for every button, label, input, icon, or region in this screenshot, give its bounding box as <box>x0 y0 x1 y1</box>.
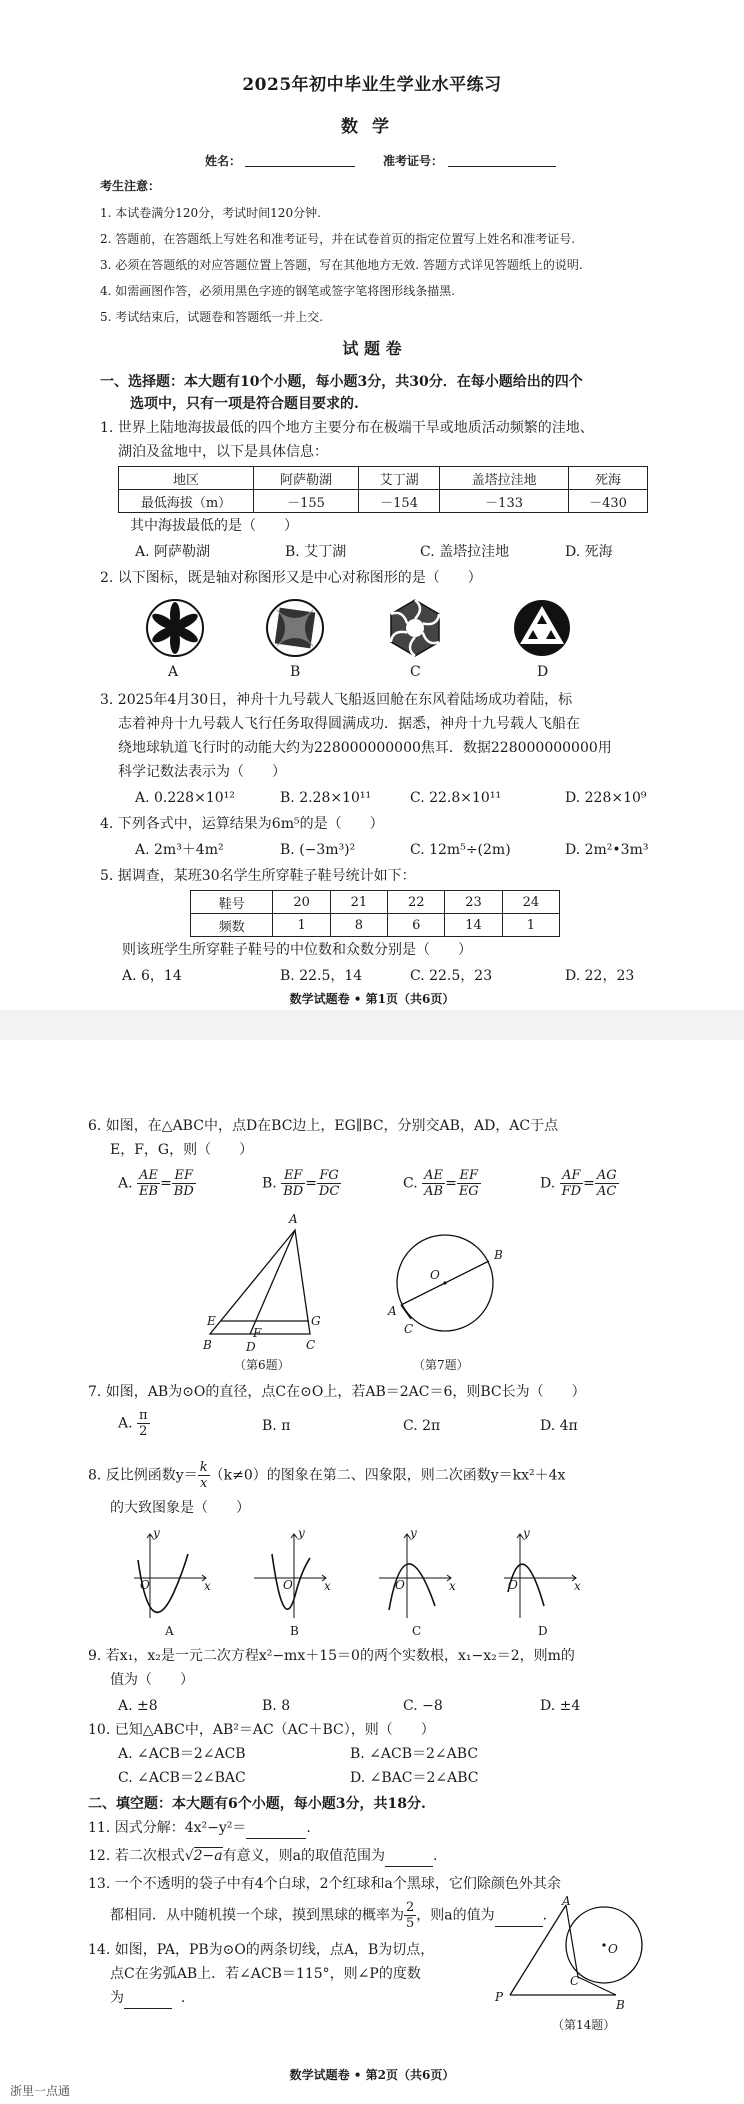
q6-option-c <box>403 1168 481 1199</box>
q7-option-b: B. π <box>262 1418 291 1434</box>
q5-option-d: D. 22，23 <box>565 968 635 984</box>
q8-axis-x: x <box>574 1579 581 1593</box>
fraction <box>172 1168 196 1199</box>
q1-option-b: B. 艾丁湖 <box>285 544 347 560</box>
q6-label-e: E <box>207 1314 216 1328</box>
q7-fig-caption: （第7题） <box>413 1358 469 1372</box>
q9-option-d: D. ±4 <box>540 1698 581 1714</box>
table-cell: 艾丁湖 <box>359 467 440 490</box>
section1-heading-cont: 选项中，只有一项是符合题目要求的. <box>130 396 359 412</box>
q6-option-a <box>118 1168 196 1199</box>
q2-label-b: B <box>290 664 301 680</box>
notice-title: 考生注意： <box>100 179 161 193</box>
q8-axis-o: O <box>508 1578 518 1592</box>
q8-graph-b <box>250 1530 330 1620</box>
q1-ask: 其中海拔最低的是（ ） <box>130 518 298 534</box>
q2-label-a: A <box>168 664 179 680</box>
q6-label-c: C <box>306 1338 316 1352</box>
q9-option-b: B. 8 <box>262 1698 291 1714</box>
q14-text: 为 <box>110 1990 124 2006</box>
table-cell: 1 <box>273 914 330 937</box>
q5-option-c: C. 22.5，23 <box>410 968 493 984</box>
subject-title: 数学 <box>341 117 403 137</box>
q14-stem-cont: 点C在劣弧AB上．若∠ACB＝115°，则∠P的度数 <box>110 1966 421 1982</box>
q6-label-d: D <box>246 1340 256 1354</box>
table-cell: 20 <box>273 891 330 914</box>
table-cell: 频数 <box>191 914 273 937</box>
q8-label-d: D <box>538 1624 548 1638</box>
q1-stem: 1. 世界上陆地海拔最低的四个地方主要分布在极端干旱或地质活动频繁的洼地、 <box>100 420 594 436</box>
option-label: C. <box>403 1175 418 1192</box>
q7-option-d: D. 4π <box>540 1418 578 1434</box>
q13-stem-cont: 都相同．从中随机摸一个球，摸到黑球的概率为 $\frac{2}{5}$ ，则a的值为 . <box>110 1900 548 1931</box>
q7-option-a <box>118 1408 150 1439</box>
fraction <box>422 1168 445 1199</box>
q5-table <box>190 890 560 937</box>
numerator: AE <box>137 1168 160 1184</box>
notice-item: 3. 必须在答题纸的对应答题位置上答题，写在其他地方无效. 答题方式详见答题纸上的说明. <box>100 258 583 272</box>
denominator: FD <box>561 1184 582 1199</box>
q7-label-c: C <box>404 1322 414 1336</box>
q9-option-c: C. −8 <box>403 1698 443 1714</box>
answer-blank <box>124 1988 172 2009</box>
q8-graph-c <box>375 1530 455 1620</box>
name-blank <box>245 166 355 167</box>
table-cell: 最低海拔（m） <box>119 490 254 513</box>
denominator: AC <box>597 1184 617 1199</box>
q9-stem: 9. 若x₁，x₂是一元二次方程x²−mx＋15＝0的两个实数根，x₁−x₂＝2，则m的 <box>88 1648 575 1664</box>
option-label: B. <box>262 1175 277 1192</box>
table-cell: 死海 <box>569 467 648 490</box>
q8-label-b: B <box>290 1624 299 1638</box>
table-cell: 盖塔拉洼地 <box>440 467 569 490</box>
numerator: FG <box>317 1168 341 1184</box>
q7-figure <box>385 1225 505 1345</box>
q9-option-a: A. ±8 <box>118 1698 158 1714</box>
fraction <box>595 1168 619 1199</box>
fraction <box>560 1168 583 1199</box>
equals-sign: = <box>160 1175 172 1192</box>
notice-item: 1. 本试卷满分120分，考试时间120分钟. <box>100 206 321 220</box>
q2-stem: 2. 以下图标，既是轴对称图形又是中心对称图形的是（ ） <box>100 570 482 586</box>
numerator: AF <box>560 1168 583 1184</box>
sqrt-sign: √ <box>184 1848 194 1864</box>
q12-text: 12. 若二次根式 <box>88 1848 185 1864</box>
numerator: k <box>199 1460 208 1475</box>
denominator: BD <box>173 1184 194 1199</box>
denominator: DC <box>318 1184 340 1199</box>
denominator: EG <box>458 1184 479 1199</box>
page-footer: 数学试题卷 • 第1页（共6页） <box>289 992 455 1006</box>
q5-stem: 5. 据调查，某班30名学生所穿鞋子鞋号统计如下： <box>100 868 416 884</box>
q6-label-a: A <box>289 1212 298 1226</box>
table-row <box>119 467 648 490</box>
q7-option-c: C. 2π <box>403 1418 441 1434</box>
q2-icon-a <box>145 598 205 658</box>
q1-option-c: C. 盖塔拉洼地 <box>420 544 510 560</box>
notice-item: 4. 如需画图作答，必须用黑色字迹的钢笔或签字笔将图形线条描黑. <box>100 284 456 298</box>
q3-option-c: C. 22.8×10¹¹ <box>410 790 502 806</box>
exam-title: 2025年初中毕业生学业水平练习 <box>242 75 502 95</box>
q1-table <box>118 466 648 513</box>
q5-ask: 则该班学生所穿鞋子鞋号的中位数和众数分别是（ ） <box>122 942 472 958</box>
q2-label-d: D <box>537 664 549 680</box>
denominator: x <box>199 1476 208 1491</box>
q7-stem: 7. 如图，AB为⊙O的直径，点C在⊙O上，若AB＝2AC＝6，则BC长为（ ） <box>88 1384 586 1400</box>
q8-axis-x: x <box>204 1579 211 1593</box>
table-cell: 22 <box>388 891 445 914</box>
numerator: EF <box>172 1168 196 1184</box>
numerator: EF <box>281 1168 305 1184</box>
q6-label-g: G <box>311 1314 321 1328</box>
table-cell: 6 <box>388 914 445 937</box>
q8-axis-x: x <box>449 1579 456 1593</box>
watermark: 浙里一点通 <box>10 2084 71 2098</box>
radicand: 2−a <box>193 1848 223 1864</box>
q8-axis-y: y <box>153 1526 160 1540</box>
q7-label-o: O <box>430 1268 440 1282</box>
q8-axis-o: O <box>140 1578 150 1592</box>
q3-stem-cont: 志着神舟十九号载人飞行任务取得圆满成功．据悉，神舟十九号载人飞船在 <box>118 716 580 732</box>
exam-page-1 <box>0 0 744 1010</box>
q8-axis-y: y <box>410 1526 417 1540</box>
q10-option-c: C. ∠ACB＝2∠BAC <box>118 1770 246 1786</box>
q1-option-d: D. 死海 <box>565 544 613 560</box>
table-row <box>191 891 560 914</box>
q8-label-a: A <box>165 1624 174 1638</box>
q2-icon-c <box>385 598 445 658</box>
q14-label-c: C <box>570 1974 580 1988</box>
q6-option-b <box>262 1168 341 1199</box>
table-cell: 1 <box>502 914 559 937</box>
q3-option-a: A. 0.228×10¹² <box>135 790 235 806</box>
numerator: AE <box>422 1168 445 1184</box>
q1-stem-cont: 湖泊及盆地中，以下是具体信息： <box>118 444 328 460</box>
name-label: 姓名： <box>205 154 242 168</box>
q8-axis-y: y <box>523 1526 530 1540</box>
paper-title: 试 题 卷 <box>342 339 402 358</box>
q2-icon-d <box>512 598 572 658</box>
fraction <box>137 1408 150 1439</box>
q5-option-a: A. 6，14 <box>122 968 182 984</box>
q14-label-a: A <box>562 1894 571 1908</box>
numerator: 2 <box>406 1900 415 1915</box>
q10-option-b: B. ∠ACB＝2∠ABC <box>350 1746 479 1762</box>
q3-stem-cont: 绕地球轨道飞行时的动能大约为228000000000焦耳．数据228000000000用 <box>118 740 612 756</box>
q6-stem-cont: E，F，G，则（ ） <box>110 1142 254 1158</box>
table-cell: 21 <box>330 891 387 914</box>
q8-label-c: C <box>412 1624 422 1638</box>
denominator: EB <box>139 1184 159 1199</box>
fraction <box>137 1168 160 1199</box>
fraction <box>317 1168 341 1199</box>
q2-icon-b <box>265 598 325 658</box>
q8-axis-x: x <box>324 1579 331 1593</box>
q3-stem-cont: 科学记数法表示为（ ） <box>118 764 286 780</box>
denominator: 5 <box>406 1916 415 1931</box>
q4-option-d: D. 2m²•3m³ <box>565 842 649 858</box>
option-label: A. <box>118 1175 133 1192</box>
q8-stem-cont: 的大致图象是（ ） <box>110 1500 250 1516</box>
q3-stem: 3. 2025年4月30日，神舟十九号载人飞船返回舱在东风着陆场成功着陆，标 <box>100 692 573 708</box>
table-cell: 14 <box>445 914 502 937</box>
table-cell: 地区 <box>119 467 254 490</box>
table-row <box>119 490 648 513</box>
notice-item: 5. 考试结束后，试题卷和答题纸一并上交. <box>100 310 324 324</box>
fraction <box>198 1460 210 1491</box>
id-blank <box>448 166 556 167</box>
denominator: BD <box>283 1184 304 1199</box>
q7-label-b: B <box>494 1248 503 1262</box>
q13-text: 都相同．从中随机摸一个球，摸到黑球的概率为 <box>110 1907 404 1924</box>
q10-option-d: D. ∠BAC＝2∠ABC <box>350 1770 479 1786</box>
q1-option-a: A. 阿萨勒湖 <box>135 544 211 560</box>
q3-option-d: D. 228×10⁹ <box>565 790 647 806</box>
section1-heading: 一、选择题：本大题有10个小题，每小题3分，共30分．在每小题给出的四个 <box>100 374 583 390</box>
q12-stem: 12. 若二次根式√2−a有意义，则a的取值范围为 . <box>88 1846 437 1867</box>
q6-fig-caption: （第6题） <box>234 1358 290 1372</box>
denominator: 2 <box>139 1424 148 1439</box>
q11-text: 11. 因式分解：4x²−y²＝ <box>88 1820 247 1836</box>
q6-label-b: B <box>203 1338 212 1352</box>
answer-blank <box>246 1818 306 1839</box>
q5-option-b: B. 22.5，14 <box>280 968 363 984</box>
q3-option-b: B. 2.28×10¹¹ <box>280 790 372 806</box>
table-cell: －133 <box>440 490 569 513</box>
q10-stem: 10. 已知△ABC中，AB²＝AC（AC＋BC），则（ ） <box>88 1722 435 1738</box>
q14-label-b: B <box>616 1998 625 2012</box>
table-cell: －155 <box>254 490 359 513</box>
equals-sign: = <box>305 1175 317 1192</box>
option-label: A. <box>118 1415 133 1432</box>
q7-label-a: A <box>388 1304 397 1318</box>
table-cell: 8 <box>330 914 387 937</box>
equals-sign: = <box>583 1175 595 1192</box>
exam-page-2 <box>0 1040 744 2104</box>
q9-stem-cont: 值为（ ） <box>110 1672 194 1688</box>
q14-figure <box>500 1895 660 2005</box>
q14-label-o: O <box>608 1942 618 1956</box>
q2-label-c: C <box>410 664 421 680</box>
fraction <box>404 1900 416 1931</box>
option-label: D. <box>540 1175 556 1192</box>
q4-stem: 4. 下列各式中，运算结果为6m⁵的是（ ） <box>100 816 384 832</box>
table-cell: 鞋号 <box>191 891 273 914</box>
q14-stem-cont: 为 . <box>110 1988 185 2009</box>
q8-axis-o: O <box>283 1578 293 1592</box>
numerator: π <box>139 1408 148 1423</box>
numerator: EF <box>457 1168 481 1184</box>
q14-fig-caption: （第14题） <box>552 2018 616 2032</box>
answer-blank <box>385 1846 433 1867</box>
table-cell: 23 <box>445 891 502 914</box>
page-footer: 数学试题卷 • 第2页（共6页） <box>289 2068 455 2082</box>
table-cell: －430 <box>569 490 648 513</box>
table-cell: －154 <box>359 490 440 513</box>
q6-option-d <box>540 1168 619 1199</box>
numerator: AG <box>596 1168 617 1183</box>
q4-option-a: A. 2m³＋4m² <box>135 842 224 858</box>
q13-text: ，则a的值为 <box>416 1907 495 1924</box>
page-gap <box>0 1010 744 1040</box>
table-row <box>191 914 560 937</box>
equals-sign: = <box>445 1175 457 1192</box>
q8-axis-o: O <box>395 1578 405 1592</box>
q12-text: 有意义，则a的取值范围为 <box>222 1848 385 1864</box>
notice-item: 2. 答题前，在答题纸上写姓名和准考证号，并在试卷首页的指定位置写上姓名和准考证号. <box>100 232 576 246</box>
q8-stem-text: 8. 反比例函数y＝ <box>88 1467 198 1484</box>
id-label: 准考证号： <box>383 154 444 168</box>
table-cell: 阿萨勒湖 <box>254 467 359 490</box>
fraction <box>457 1168 481 1199</box>
fraction <box>281 1168 305 1199</box>
q14-label-p: P <box>495 1990 504 2004</box>
q8-axis-y: y <box>298 1526 305 1540</box>
q6-label-f: F <box>253 1326 262 1340</box>
denominator: AB <box>424 1184 444 1199</box>
q10-option-a: A. ∠ACB＝2∠ACB <box>118 1746 246 1762</box>
q8-graph-d <box>500 1530 580 1620</box>
q14-stem: 14. 如图，PA，PB为⊙O的两条切线，点A，B为切点， <box>88 1942 435 1958</box>
table-cell: 24 <box>502 891 559 914</box>
q13-stem: 13. 一个不透明的袋子中有4个白球，2个红球和a个黑球，它们除颜色外其余 <box>88 1876 561 1892</box>
q6-stem: 6. 如图，在△ABC中，点D在BC边上，EG∥BC，分别交AB，AD，AC于点 <box>88 1118 559 1134</box>
q4-option-c: C. 12m⁵÷(2m) <box>410 842 511 858</box>
q8-graph-a <box>130 1530 210 1620</box>
q4-option-b: B. (−3m³)² <box>280 842 356 858</box>
q11-stem: 11. 因式分解：4x²−y²＝ . <box>88 1818 311 1839</box>
section2-heading: 二、填空题：本大题有6个小题，每小题3分，共18分. <box>88 1796 426 1812</box>
q8-stem-text: （k≠0）的图象在第二、四象限，则二次函数y＝kx²＋4x <box>209 1467 566 1484</box>
q8-stem <box>88 1460 565 1491</box>
